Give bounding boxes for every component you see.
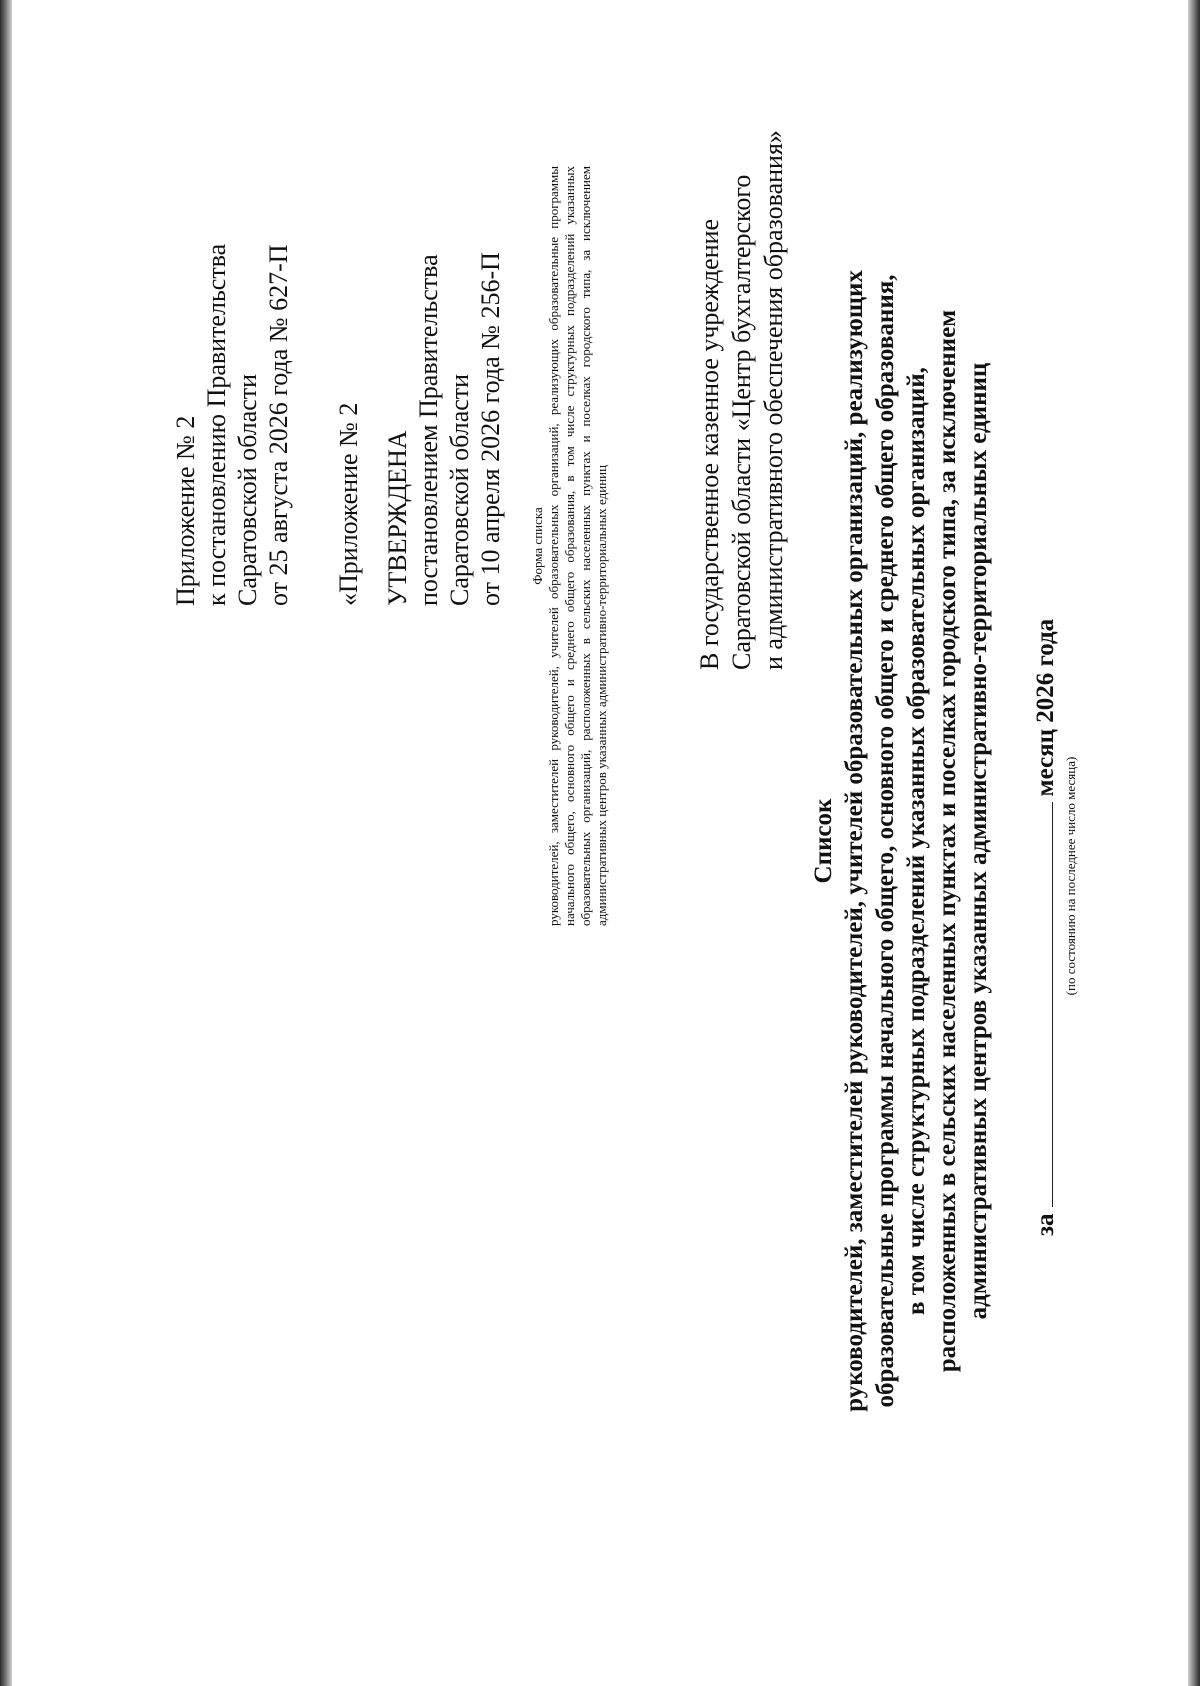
addressee-block — [694, 130, 790, 670]
list-title-line-3: образовательные программы начального общего, основного общего и среднего общего образования, — [872, 274, 899, 1408]
addressee-line-1: В государственное казенное учреждение — [695, 218, 724, 670]
reporting-period — [1032, 476, 1060, 1236]
list-title-line-2: руководителей, заместителей руководителей, учителей образовательных организаций, реализующих — [841, 270, 868, 1412]
form-heading: Форма списка — [530, 507, 545, 585]
approved-stamp: УТВЕРЖДЕНА — [383, 430, 412, 606]
list-title-line-6: административных центров указанных административно-территориальных единиц — [965, 362, 992, 1320]
period-note: (по состоянию на последнее число месяца) — [1063, 756, 1078, 996]
appendix-region: Саратовской области — [233, 373, 262, 606]
period-blank-line — [1034, 802, 1053, 1207]
appendix-date: от 25 августа 2026 года № 627-П — [264, 244, 293, 606]
approved-appendix-number: «Приложение № 2 — [334, 402, 363, 606]
approved-date: от 10 апреля 2026 года № 256-П — [476, 252, 505, 606]
list-heading: Список — [810, 798, 837, 884]
appendix-resolution: к постановлению Правительства — [202, 243, 231, 606]
appendix-header — [170, 244, 294, 606]
period-prefix: за — [1032, 1213, 1059, 1236]
list-title — [808, 116, 994, 1566]
appendix-number: Приложение № 2 — [171, 415, 200, 606]
approved-region: Саратовской области — [445, 373, 474, 606]
list-title-line-5: расположенных в сельских населенных пунктах и поселках городского типа, за исключением — [934, 309, 961, 1373]
form-text: руководителей, заместителей руководителей, учителей образовательных организаций, реализующих образовательные программы начального общего, основного общего и среднего общего образования, в том числе структурных подразделений указанных образовательных организаций, расположенных в сельских населенных пунктах и поселках городского типа, за исключением административных центров указанных административно-территориальных единиц — [546, 166, 609, 926]
period-suffix: месяц 2026 года — [1032, 618, 1059, 797]
approved-block — [333, 252, 506, 606]
addressee-line-3: и административного обеспечения образования» — [759, 130, 788, 670]
approved-resolution: постановлением Правительства — [414, 254, 443, 606]
addressee-line-2: Саратовской области «Центр бухгалтерского — [727, 174, 756, 670]
form-description — [530, 166, 610, 926]
list-title-line-4: в том числе структурных подразделений указанных образовательных организаций, — [903, 367, 930, 1315]
